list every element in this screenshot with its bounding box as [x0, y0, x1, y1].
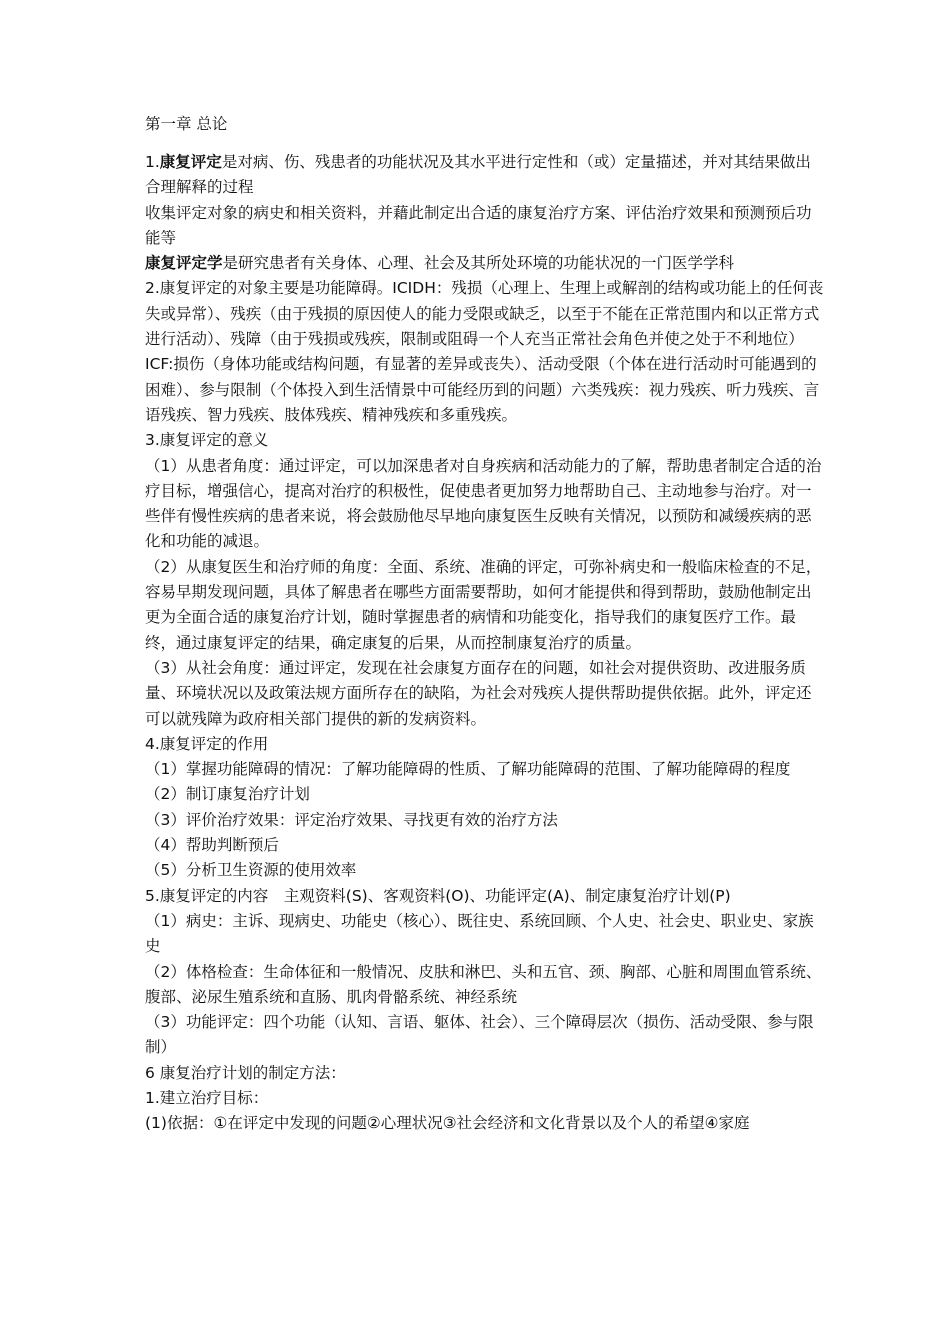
paragraph-text: 5.康复评定的内容 主观资料(S)、客观资料(O)、功能评定(A)、制定康复治疗计划(P) [145, 886, 731, 905]
paragraph-text: 2.康复评定的对象主要是功能障碍。ICIDH：残损（心理上、生理上或解剖的结构或功能上的任何丧失或异常）、残疾（由于残损的原因使人的能力受限或缺乏，以至于不能在正常范围内和以正常方式进行活动）、残障（由于残损或残疾，限制或阻碍一个人充当正常社会角色并使之处于不利地位）ICF:损伤（身体功能或结构问题，有显著的差异或丧失）、活动受限（个体在进行活动时可能遇到的困难）、参与限制（个体投入到生活情景中可能经历到的问题）六类残疾：视力残疾、听力残疾、言语残疾、智力残疾、肢体残疾、精神残疾和多重残疾。 [145, 279, 824, 424]
paragraph-text: （5）分析卫生资源的使用效率 [145, 861, 357, 880]
paragraph [145, 1086, 825, 1111]
paragraph [145, 656, 825, 732]
paragraph [145, 909, 825, 960]
paragraph-text: (1)依据：①在评定中发现的问题②心理状况③社会经济和文化背景以及个人的希望④家庭 [145, 1114, 750, 1133]
paragraph [145, 201, 825, 252]
paragraph [145, 1061, 825, 1086]
paragraph-text: （3）功能评定：四个功能（认知、言语、躯体、社会）、三个障碍层次（损伤、活动受限、参与限制） [145, 1013, 814, 1057]
paragraph [145, 428, 825, 453]
paragraph-text: （4）帮助判断预后 [145, 836, 279, 855]
paragraph [145, 276, 825, 428]
paragraph [145, 1111, 825, 1136]
document-body [145, 150, 825, 1137]
paragraph [145, 251, 825, 276]
paragraph-text: 收集评定对象的病史和相关资料，并藉此制定出合适的康复治疗方案、评估治疗效果和预测预后功能等 [145, 203, 812, 247]
paragraph-text: （2）从康复医生和治疗师的角度：全面、系统、准确的评定，可弥补病史和一般临床检查的不足，容易早期发现问题，具体了解患者在哪些方面需要帮助，如何才能提供和得到帮助，鼓励他制定出更为全面合适的康复治疗计划，随时掌握患者的病情和功能变化，指导我们的康复医疗工作。最终，通过康复评定的结果，确定康复的后果，从而控制康复治疗的质量。 [145, 557, 822, 652]
paragraph [145, 454, 825, 555]
paragraph-text: 是研究患者有关身体、心理、社会及其所处环境的功能状况的一门医学学科 [222, 254, 735, 273]
paragraph [145, 757, 825, 782]
chapter-title: 第一章 总论 [145, 115, 228, 133]
paragraph-text: 是对病、伤、残患者的功能状况及其水平进行定性和（或）定量描述，并对其结果做出合理解释的过程 [145, 153, 811, 197]
paragraph-text: （3）评价治疗效果：评定治疗效果、寻找更有效的治疗方法 [145, 810, 558, 829]
paragraph-text: （1）从患者角度：通过评定，可以加深患者对自身疾病和活动能力的了解，帮助患者制定合适的治疗目标，增强信心，提高对治疗的积极性，促使患者更加努力地帮助自己、主动地参与治疗。对一些伴有慢性疾病的患者来说，将会鼓励他尽早地向康复医生反映有关情况，以预防和减缓疾病的恶化和功能的减退。 [145, 456, 822, 551]
paragraph [145, 884, 825, 909]
paragraph [145, 960, 825, 1011]
paragraph-text: 4.康复评定的作用 [145, 734, 269, 753]
paragraph-number: 1. [145, 153, 160, 171]
paragraph-text: 1.建立治疗目标： [145, 1088, 269, 1107]
paragraph-text: 3.康复评定的意义 [145, 431, 269, 450]
paragraph [145, 858, 825, 883]
paragraph [145, 1010, 825, 1061]
paragraph [145, 808, 825, 833]
bold-term: 康复评定学 [145, 254, 223, 273]
paragraph [145, 782, 825, 807]
paragraph-text: （1）病史：主诉、现病史、功能史（核心）、既往史、系统回顾、个人史、社会史、职业史、家族史 [145, 911, 814, 956]
paragraph [145, 150, 825, 201]
paragraph [145, 732, 825, 757]
paragraph-text: （1）掌握功能障碍的情况：了解功能障碍的性质、了解功能障碍的范围、了解功能障碍的程度 [145, 760, 791, 779]
paragraph [145, 555, 825, 656]
bold-term: 康复评定 [159, 153, 222, 171]
paragraph [145, 833, 825, 858]
paragraph-text: （3）从社会角度：通过评定，发现在社会康复方面存在的问题，如社会对提供资助、改进服务质量、环境状况以及政策法规方面所存在的缺陷，为社会对残疾人提供帮助提供依据。此外，评定还可以就残障为政府相关部门提供的新的发病资料。 [145, 658, 812, 728]
paragraph-text: 6 康复治疗计划的制定方法： [145, 1063, 346, 1082]
paragraph-text: （2）制订康复治疗计划 [145, 785, 310, 804]
paragraph-text: （2）体格检查：生命体征和一般情况、皮肤和淋巴、头和五官、颈、胸部、心脏和周围血管系统、腹部、泌尿生殖系统和直肠、肌肉骨骼系统、神经系统 [145, 962, 822, 1006]
